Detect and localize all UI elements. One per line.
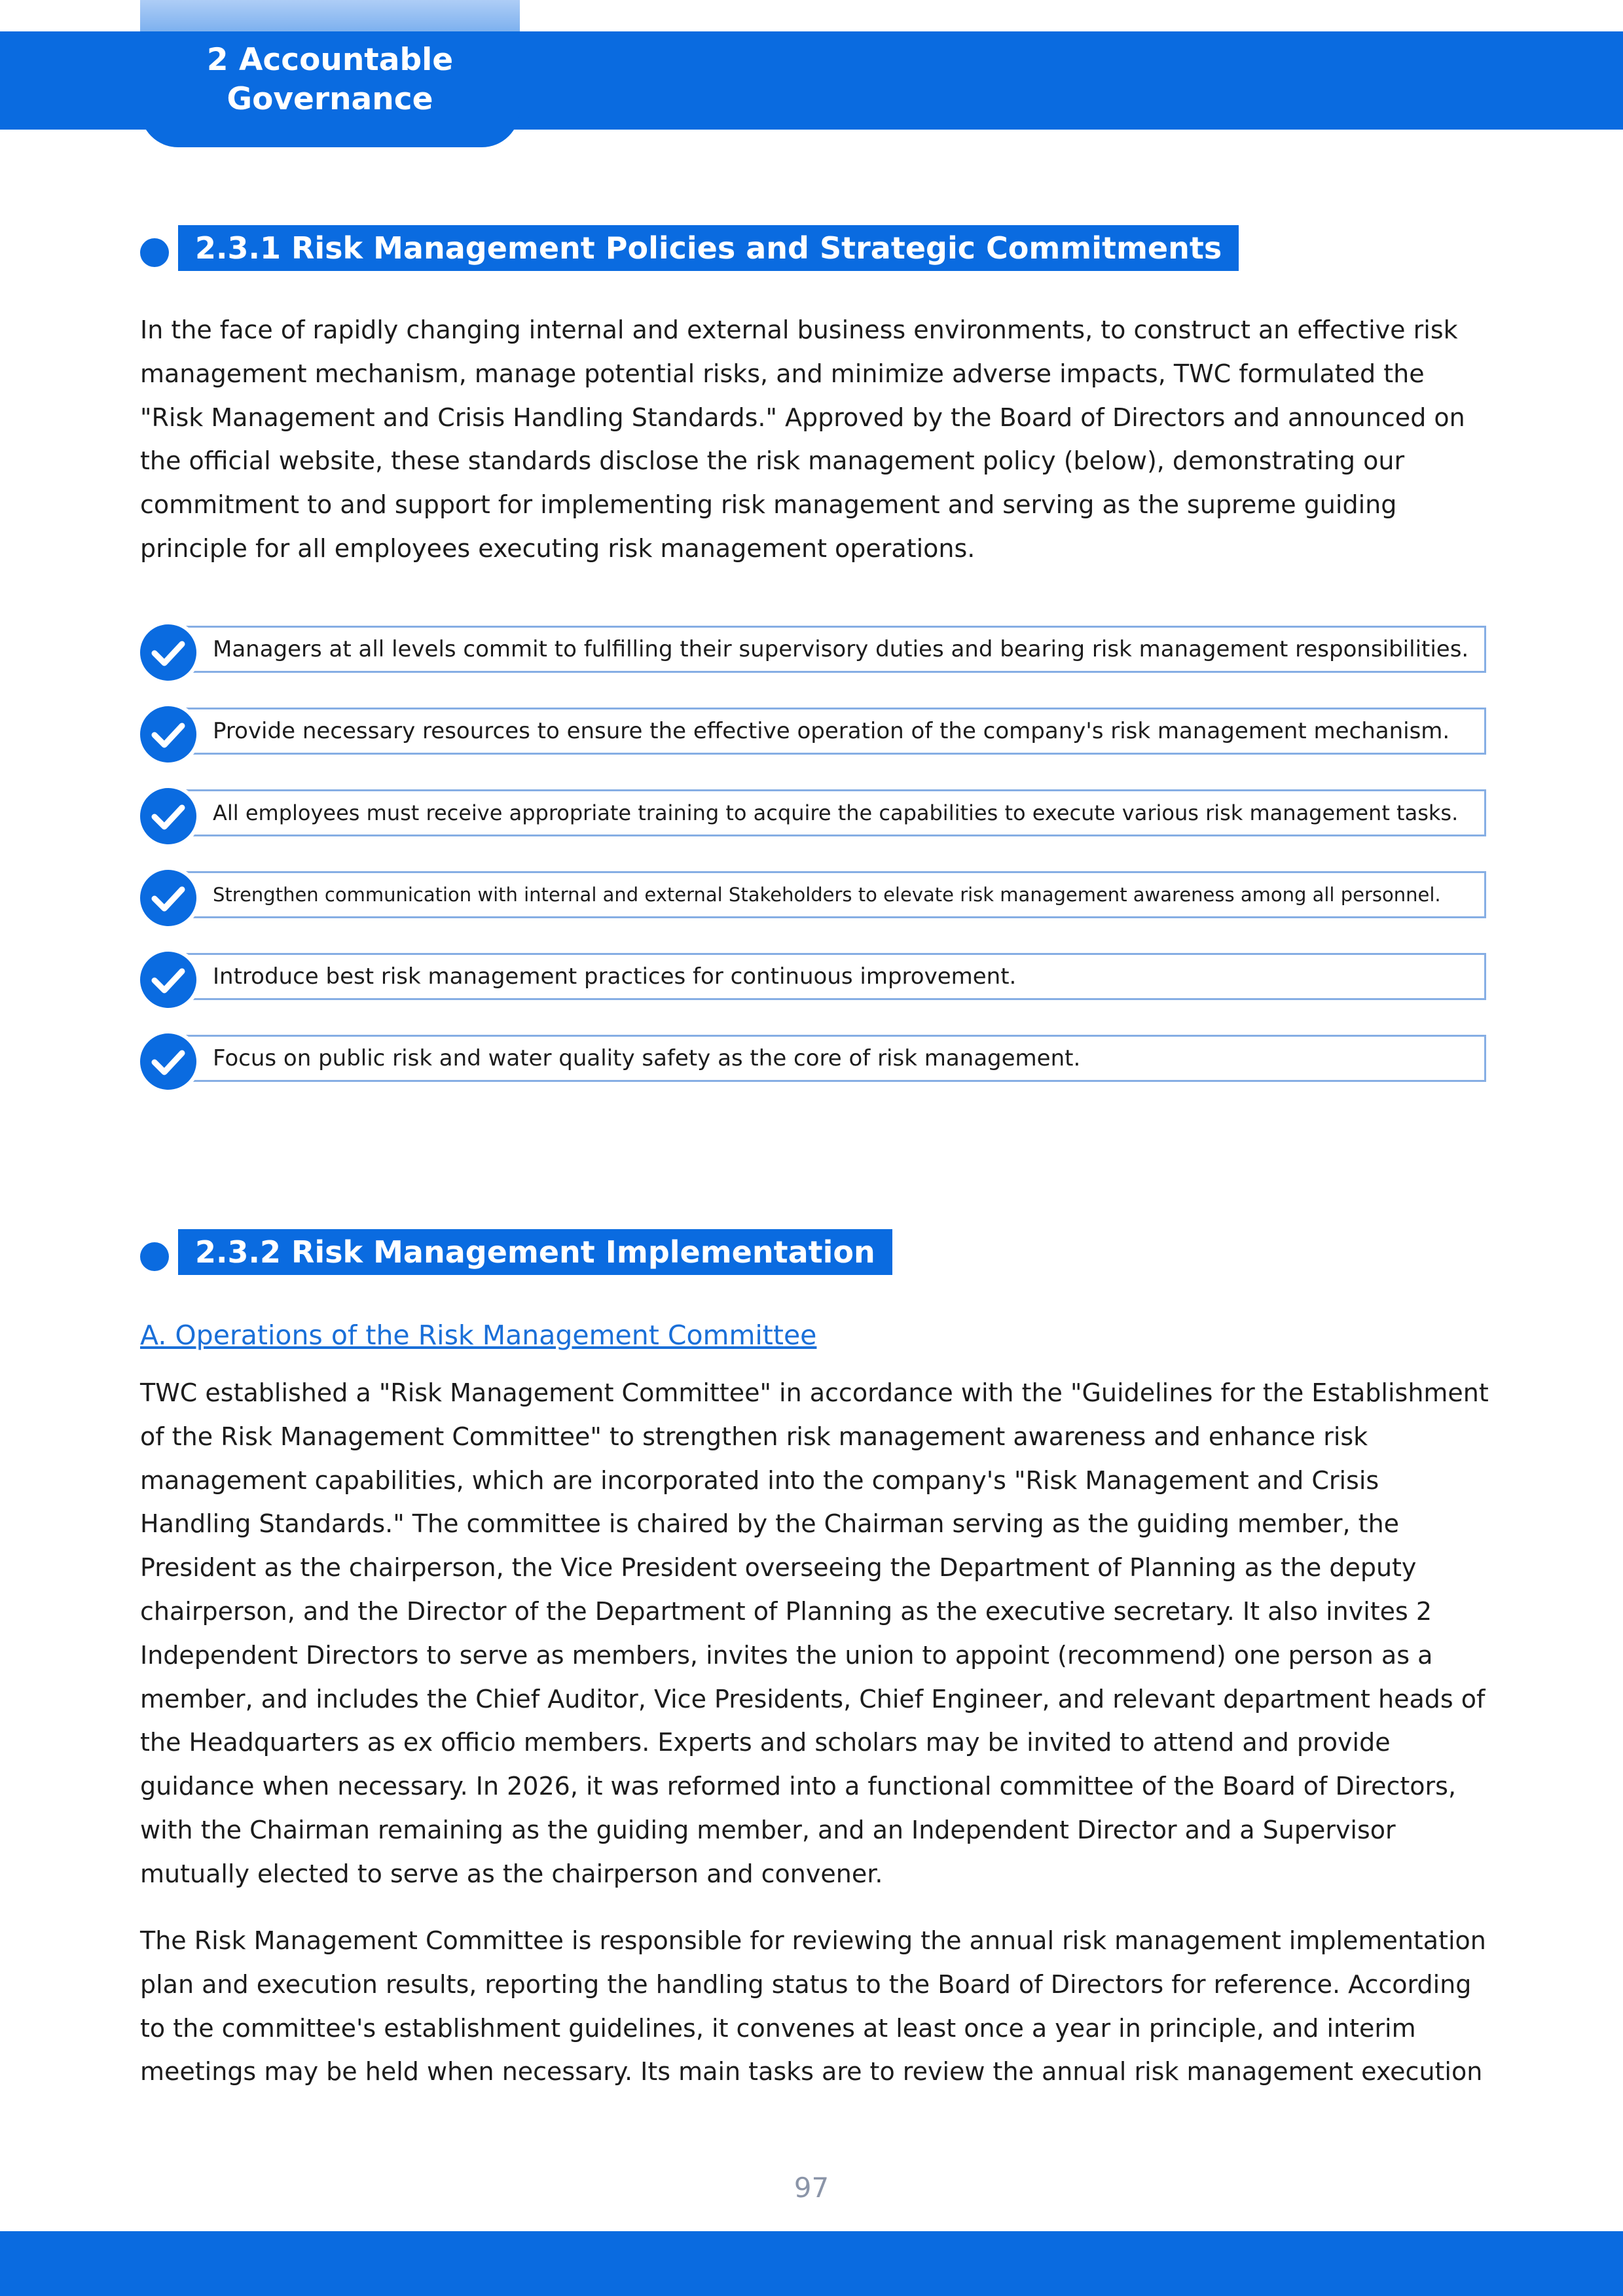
section-title: 2.3.1 Risk Management Policies and Strategic Commitments xyxy=(178,225,1239,271)
commitment-item xyxy=(140,1035,1486,1087)
commitment-box xyxy=(183,789,1486,836)
committee-paragraph-2: The Risk Management Committee is responsible for reviewing the annual risk management implementation plan and execution results, reporting the handling status to the Board of Directors for reference. According to the committee's establishment guidelines, it convenes at least once a year in principle, and interim meetings may be held when necessary. Its main tasks are to review the annual risk management execution xyxy=(140,1926,1486,2087)
check-badge-icon xyxy=(140,706,196,762)
blue-dot-icon xyxy=(140,238,169,267)
commitment-text: Focus on public risk and water quality safety as the core of risk management. xyxy=(213,1045,1081,1071)
commitment-text: Provide necessary resources to ensure the effective operation of the company's risk management mechanism. xyxy=(213,718,1450,744)
chapter-title xyxy=(140,41,520,119)
committee-operations-link[interactable]: A. Operations of the Risk Management Committee xyxy=(140,1319,817,1351)
chapter-tab-highlight xyxy=(140,0,520,31)
chapter-title-line1: 2 Accountable xyxy=(206,42,454,78)
blue-dot-icon xyxy=(140,1242,169,1271)
commitment-box xyxy=(183,871,1486,918)
commitment-text: Introduce best risk management practices for continuous improvement. xyxy=(213,963,1017,990)
commitment-box xyxy=(183,626,1486,673)
check-badge-icon xyxy=(140,952,196,1008)
commitment-item xyxy=(140,953,1486,1005)
page-number: 97 xyxy=(793,2172,830,2204)
commitment-item xyxy=(140,708,1486,760)
intro-paragraph: In the face of rapidly changing internal and external business environments, to construct an effective risk management mechanism, manage potential risks, and minimize adverse impacts, TWC formulated the "Risk Management and Crisis Handling Standards." Approved by the Board of Directors and announced on the official website, these standards disclose the risk management policy (below), demonstrating our commitment to and support for implementing risk management and serving as the supreme guiding principle for all employees executing risk management operations. xyxy=(140,315,1465,563)
check-badge-icon xyxy=(140,870,196,926)
footer-band xyxy=(0,2231,1623,2296)
check-badge-icon xyxy=(140,1033,196,1090)
check-badge-icon xyxy=(140,788,196,844)
commitment-item xyxy=(140,789,1486,842)
commitment-item xyxy=(140,871,1486,924)
commitment-text: All employees must receive appropriate training to acquire the capabilities to execute various risk management tasks. xyxy=(213,800,1459,825)
section-title: 2.3.2 Risk Management Implementation xyxy=(178,1229,892,1275)
chapter-title-line2: Governance xyxy=(227,81,433,117)
commitment-box xyxy=(183,1035,1486,1082)
commitment-box xyxy=(183,708,1486,755)
commitment-box xyxy=(183,953,1486,1000)
commitment-item xyxy=(140,626,1486,678)
commitment-text: Strengthen communication with internal and external Stakeholders to elevate risk management awareness among all personnel. xyxy=(213,884,1441,906)
check-badge-icon xyxy=(140,624,196,681)
commitment-text: Managers at all levels commit to fulfilling their supervisory duties and bearing risk management responsibilities. xyxy=(213,636,1469,662)
committee-paragraph-1: TWC established a "Risk Management Committee" in accordance with the "Guidelines for the Establishment of the Risk Management Committee" to strengthen risk management awareness and enhance risk management capabilities, which are incorporated into the company's "Risk Management and Crisis Handling Standards." The committee is chaired by the Chairman serving as the guiding member, the President as the chairperson, the Vice President overseeing the Department of Planning as the deputy chairperson, and the Director of the Department of Planning as the executive secretary. It also invites 2 Independent Directors to serve as members, invites the union to appoint (recommend) one person as a member, and includes the Chief Auditor, Vice Presidents, Chief Engineer, and relevant department heads of the Headquarters as ex officio members. Experts and scholars may be invited to attend and provide guidance when necessary. In 2026, it was reformed into a functional committee of the Board of Directors, with the Chairman remaining as the guiding member, and an Independent Director and a Supervisor mutually elected to serve as the chairperson and convener. xyxy=(140,1378,1489,1888)
